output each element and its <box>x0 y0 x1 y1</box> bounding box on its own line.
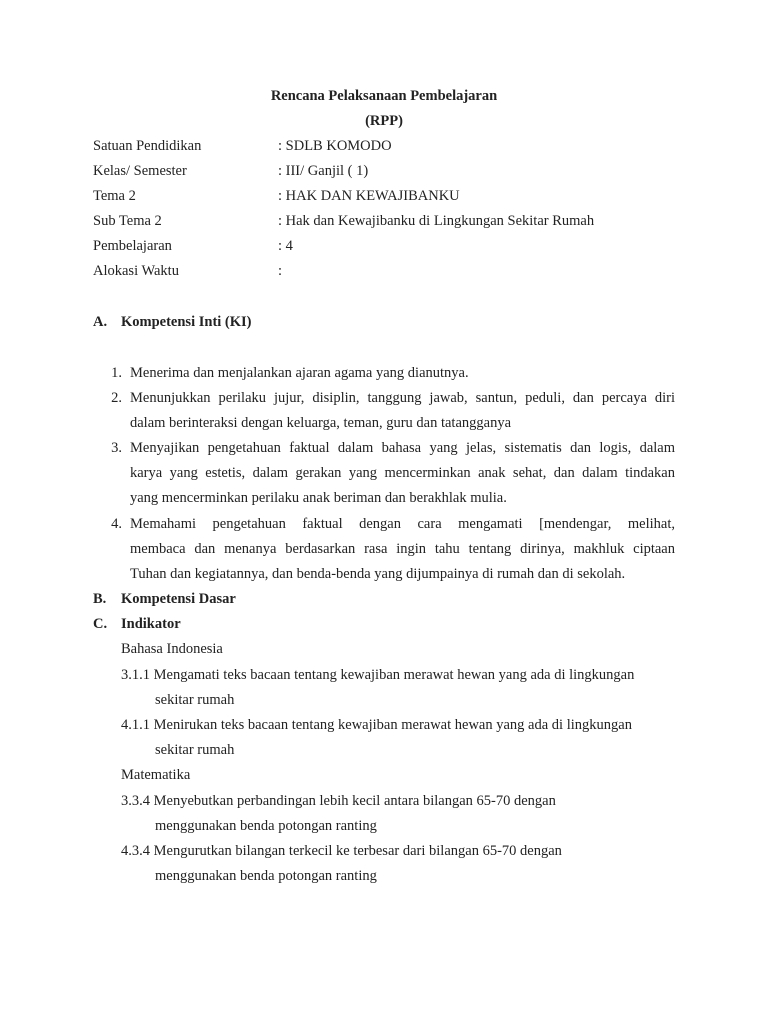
document-subtitle: (RPP) <box>365 113 403 129</box>
meta-row-alokasi <box>93 263 713 285</box>
section-title: Indikator <box>121 616 181 632</box>
list-number: 3. <box>111 440 122 456</box>
indicator-line: sekitar rumah <box>155 692 235 708</box>
meta-row-subtema <box>93 213 713 235</box>
subject-heading-matematika: Matematika <box>121 767 191 783</box>
section-letter: B. <box>93 591 107 607</box>
list-number: 2. <box>111 390 122 406</box>
list-number: 4. <box>111 516 122 532</box>
list-text: dalam berinteraksi dengan keluarga, teman, guru dan tatangganya <box>130 415 512 431</box>
indicator-line: sekitar rumah <box>155 742 235 758</box>
meta-label: Kelas/ Semester <box>93 163 187 179</box>
meta-label: Pembelajaran <box>93 238 172 254</box>
meta-value: : III/ Ganjil ( 1) <box>278 163 369 179</box>
indicator-line: 3.3.4 Menyebutkan perbandingan lebih kecil antara bilangan 65-70 dengan <box>121 793 556 809</box>
list-text: karya yang estetis, dalam gerakan yang mencerminkan anak sehat, dan dalam tindakan <box>130 465 675 481</box>
subject-heading-bahasa: Bahasa Indonesia <box>121 641 223 657</box>
meta-row-satuan <box>93 138 713 160</box>
list-text: Menerima dan menjalankan ajaran agama yang dianutnya. <box>130 365 469 381</box>
section-title: Kompetensi Dasar <box>121 591 236 607</box>
section-title: Kompetensi Inti (KI) <box>121 314 252 330</box>
indicator-line: menggunakan benda potongan ranting <box>155 818 377 834</box>
meta-value: : 4 <box>278 238 293 254</box>
meta-row-tema <box>93 188 713 210</box>
meta-row-kelas <box>93 163 713 185</box>
meta-value: : Hak dan Kewajibanku di Lingkungan Sekitar Rumah <box>278 213 595 229</box>
meta-row-pembelajaran <box>93 238 713 260</box>
list-text: Tuhan dan kegiatannya, dan benda-benda yang dijumpainya di rumah dan di sekolah. <box>130 566 626 582</box>
document-title: Rencana Pelaksanaan Pembelajaran <box>270 88 498 104</box>
meta-value: : <box>278 263 283 279</box>
list-number: 1. <box>111 365 122 381</box>
indicator-line: 3.1.1 Mengamati teks bacaan tentang kewajiban merawat hewan yang ada di lingkungan <box>121 667 635 683</box>
section-heading-a <box>93 314 252 331</box>
list-text: Menunjukkan perilaku jujur, disiplin, tanggung jawab, santun, peduli, dan percaya diri <box>130 390 675 406</box>
indicator-line: 4.1.1 Menirukan teks bacaan tentang kewajiban merawat hewan yang ada di lingkungan <box>121 717 632 733</box>
indicator-line: menggunakan benda potongan ranting <box>155 868 377 884</box>
section-letter: A. <box>93 314 108 330</box>
meta-value: : HAK DAN KEWAJIBANKU <box>278 188 460 204</box>
section-heading-c <box>93 616 181 633</box>
meta-label: Sub Tema 2 <box>93 213 162 229</box>
section-letter: C. <box>93 616 108 632</box>
meta-label: Alokasi Waktu <box>93 263 179 279</box>
meta-value: : SDLB KOMODO <box>278 138 392 154</box>
meta-label: Satuan Pendidikan <box>93 138 202 154</box>
meta-label: Tema 2 <box>93 188 136 204</box>
indicator-line: 4.3.4 Mengurutkan bilangan terkecil ke terbesar dari bilangan 65-70 dengan <box>121 843 562 859</box>
list-text: Menyajikan pengetahuan faktual dalam bahasa yang jelas, sistematis dan logis, dalam <box>130 440 675 456</box>
list-text: yang mencerminkan perilaku anak beriman dan berakhlak mulia. <box>130 490 507 506</box>
section-heading-b <box>93 591 236 608</box>
list-text: Memahami pengetahuan faktual dengan cara mengamati [mendengar, melihat, <box>130 516 675 532</box>
list-text: membaca dan menanya berdasarkan rasa ingin tahu tentang dirinya, makhluk ciptaan <box>130 541 675 557</box>
